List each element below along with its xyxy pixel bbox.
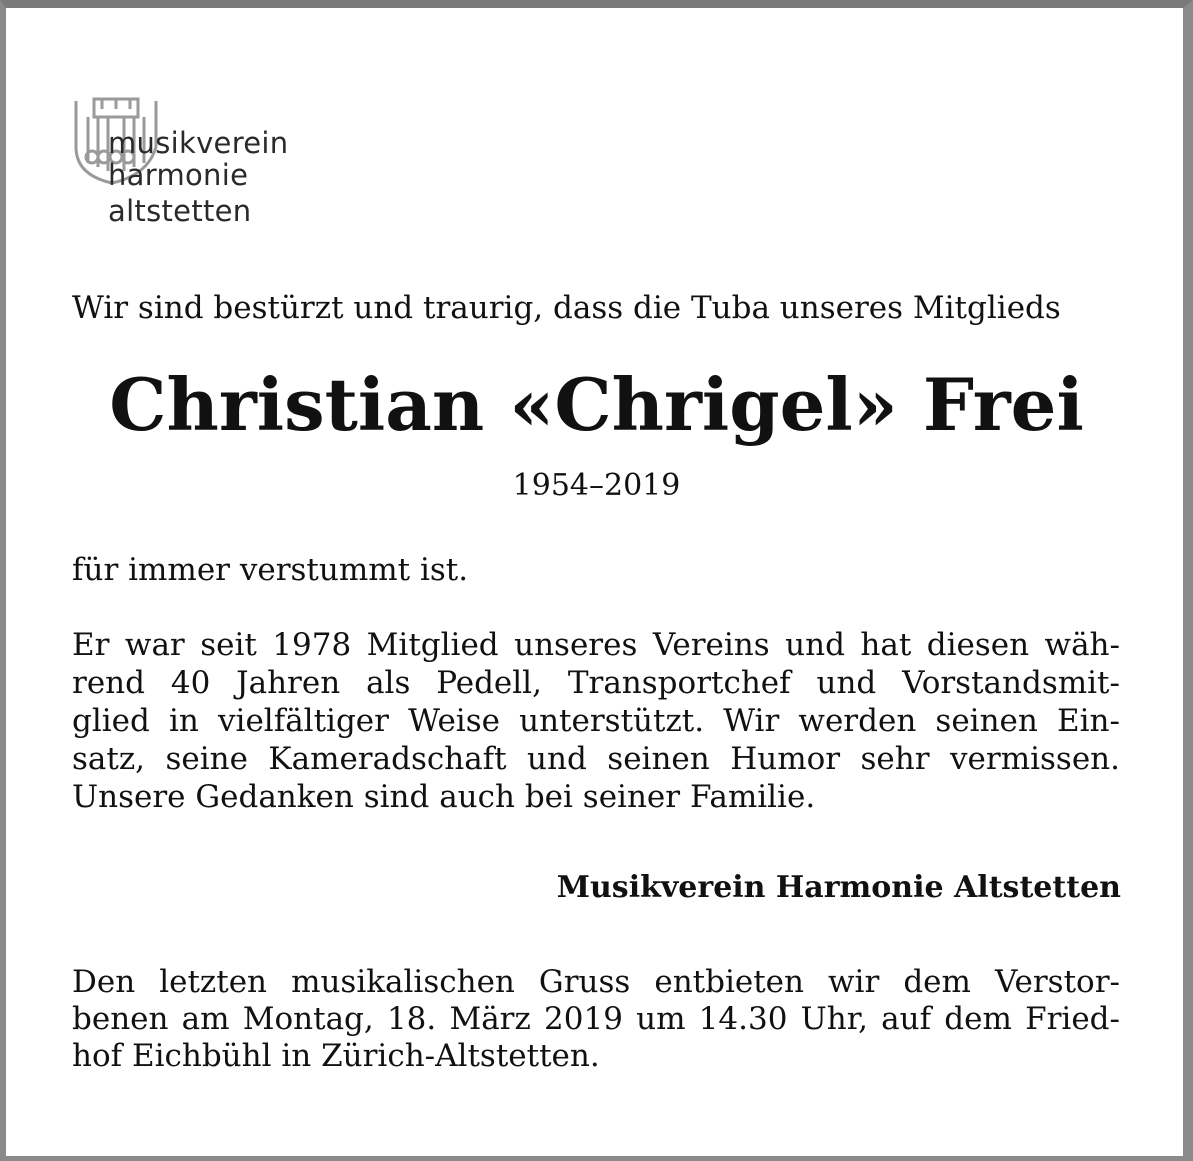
logo-line-altstetten: altstetten: [108, 194, 252, 228]
life-years: 1954–2019: [512, 468, 681, 503]
closing-text: für immer verstummt ist.: [72, 552, 469, 588]
tribute-line: glied in vielfältiger Weise unterstützt. Wir werden seinen Ein-: [72, 703, 1120, 739]
tribute-paragraph: [72, 626, 1120, 816]
musikverein-logo: [72, 97, 312, 232]
funeral-line: Den letzten musikalischen Gruss entbieten wir dem Verstor-: [72, 964, 1120, 1000]
logo-line-musikverein: musikverein: [108, 126, 289, 160]
deceased-name: Christian «Chrigel» Frei: [109, 362, 1084, 447]
logo-line-harmonie: harmonie: [108, 158, 249, 192]
funeral-line: benen am Montag, 18. März 2019 um 14.30 Uhr, auf dem Fried-: [72, 1001, 1120, 1037]
funeral-line: hof Eichbühl in Zürich-Altstetten.: [72, 1038, 600, 1074]
funeral-paragraph: [72, 964, 1120, 1075]
tribute-line: rend 40 Jahren als Pedell, Transportchef und Vorstandsmit-: [72, 665, 1120, 701]
intro-text: Wir sind bestürzt und traurig, dass die Tuba unseres Mitglieds: [72, 290, 1061, 326]
sender-signature: Musikverein Harmonie Altstetten: [556, 870, 1121, 905]
tribute-line: Unsere Gedanken sind auch bei seiner Familie.: [72, 779, 816, 815]
tribute-line: Er war seit 1978 Mitglied unseres Vereins und hat diesen wäh-: [72, 627, 1120, 663]
tribute-line: satz, seine Kameradschaft und seinen Humor sehr vermissen.: [72, 741, 1120, 777]
